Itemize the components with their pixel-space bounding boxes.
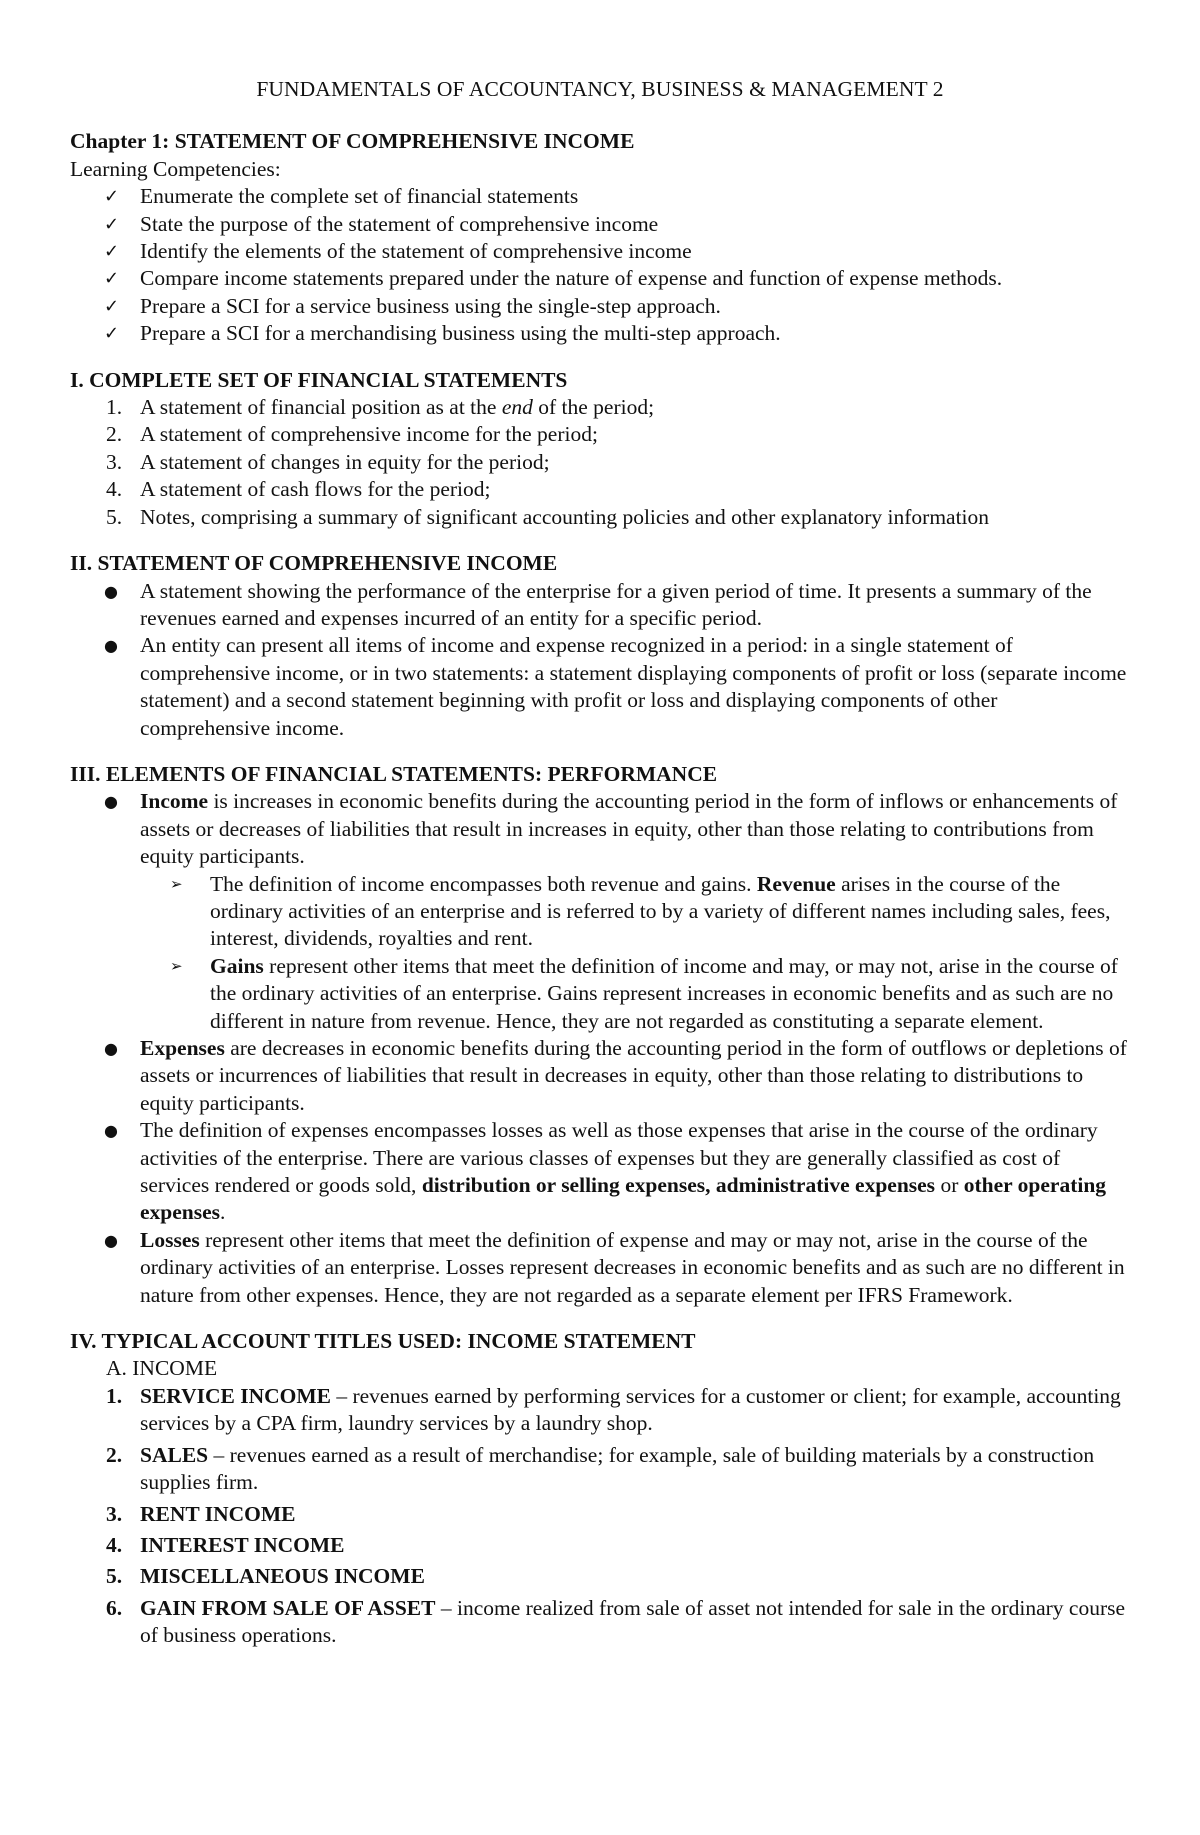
list-item: ● An entity can present all items of income and expense recognized in a period: in a single statement of comprehensive income, or in two statements: a statement displaying components of profit or loss (separate income statement) and a second statement beginning with profit or loss and displaying components of other comprehensive income. (104, 633, 1127, 740)
list-item: ✓ Enumerate the complete set of financial statements (70, 183, 1130, 210)
bullet-icon: ● (104, 792, 118, 812)
list-item: 1. A statement of financial position as at the end of the period; (70, 394, 1130, 421)
bullet-icon: ● (104, 1121, 118, 1141)
term-income: Income (140, 789, 209, 814)
term-losses: Losses (140, 1227, 200, 1252)
section-heading: II. STATEMENT OF COMPREHENSIVE INCOME (70, 551, 558, 576)
checkmark-icon: ✓ (104, 323, 120, 345)
list-item: 4. INTEREST INCOME (70, 1532, 1130, 1559)
sci-bullet-list (70, 578, 1130, 742)
document-title: FUNDAMENTALS OF ACCOUNTANCY, BUSINESS & MANAGEMENT 2 (256, 77, 944, 101)
elements-bullet-list (70, 788, 1130, 870)
bullet-icon: ● (104, 1039, 118, 1058)
list-item: ✓ Compare income statements prepared under the nature of expense and function of expense methods. (70, 265, 1130, 292)
section-heading: IV. TYPICAL ACCOUNT TITLES USED: INCOME STATEMENT (70, 1329, 696, 1354)
list-item: ✓ Identify the elements of the statement of comprehensive income (70, 238, 1130, 265)
list-item: 3. A statement of changes in equity for the period; (70, 449, 1130, 476)
item-number: 5. (106, 1564, 123, 1589)
chapter-block (70, 128, 1130, 347)
item-number: 4. (106, 1532, 123, 1557)
section-heading: I. COMPLETE SET OF FINANCIAL STATEMENTS (70, 367, 568, 392)
section-heading: III. ELEMENTS OF FINANCIAL STATEMENTS: PERFORMANCE (70, 761, 718, 786)
item-number: 2. (106, 1442, 123, 1467)
competencies-list (70, 183, 1130, 347)
bullet-icon: ● (104, 1230, 118, 1250)
checkmark-icon: ✓ (104, 241, 120, 263)
list-item: 5. MISCELLANEOUS INCOME (70, 1563, 1130, 1590)
list-item: ✓ State the purpose of the statement of comprehensive income (70, 211, 1130, 238)
list-item: 4. A statement of cash flows for the period; (70, 476, 1130, 503)
list-item: 3. RENT INCOME (70, 1501, 1130, 1528)
list-item: 2. A statement of comprehensive income for the period; (70, 421, 1130, 448)
term-expenses: Expenses (140, 1036, 225, 1060)
item-number: 4. (106, 477, 123, 502)
section-account-titles (70, 1328, 1130, 1649)
term-revenue: Revenue (756, 871, 836, 896)
account-titles-list (70, 1383, 1130, 1650)
checkmark-icon: ✓ (104, 186, 120, 208)
checkmark-icon: ✓ (104, 268, 120, 290)
list-item: 1. SERVICE INCOME – revenues earned by performing services for a customer or client; for example, accounting services by a CPA firm, laundry services by a laundry shop. (106, 1383, 1121, 1436)
item-number: 5. (106, 504, 123, 529)
section-financial-statements (70, 367, 1130, 531)
arrow-bullet-icon: ➢ (170, 956, 183, 975)
item-number: 2. (106, 422, 123, 447)
item-number: 1. (106, 395, 123, 420)
list-item: ● Income is increases in economic benefits during the accounting period in the form of inflows or enhancements of assets or decreases of liabilities that result in increases in equity, other than those relating to contributions from equity participants. (104, 789, 1118, 869)
income-sub-list (140, 871, 1130, 1035)
list-item: ➢ The definition of income encompasses both revenue and gains. Revenue arises in the course of the ordinary activities of an enterprise and is referred to by a variety of different names including sales, fees, interest, dividends, royalties and rent. (170, 871, 1111, 951)
subsection-heading: A. INCOME (106, 1356, 218, 1381)
list-item: 2. SALES – revenues earned as a result of merchandise; for example, sale of building materials by a construction supplies firm. (106, 1442, 1095, 1495)
item-number: 3. (106, 449, 123, 474)
list-item: 5. Notes, comprising a summary of significant accounting policies and other explanatory information (70, 504, 1130, 531)
list-item: ✓ Prepare a SCI for a merchandising business using the multi-step approach. (70, 320, 1130, 347)
list-item: ✓ Prepare a SCI for a service business using the single-step approach. (70, 293, 1130, 320)
elements-bullet-list-2 (70, 1035, 1130, 1309)
bullet-icon: ● (104, 581, 118, 601)
chapter-title: Chapter 1: STATEMENT OF COMPREHENSIVE INCOME (70, 129, 635, 154)
bullet-icon: ● (104, 636, 118, 656)
list-item: ● Expenses are decreases in economic benefits during the accounting period in the form of outflows or depletions of assets or incurrences of liabilities that result in decreases in equity, other than those relating to distributions to equity participants. (104, 1036, 1127, 1115)
list-item: 6. GAIN FROM SALE OF ASSET – income realized from sale of asset not intended for sale in the ordinary course of business operations. (106, 1595, 1126, 1648)
financial-statements-list (70, 394, 1130, 531)
competencies-label: Learning Competencies: (70, 156, 281, 181)
list-item: ● A statement showing the performance of the enterprise for a given period of time. It presents a summary of the revenues earned and expenses incurred of an entity for a specific period. (104, 578, 1092, 630)
item-number: 1. (106, 1383, 123, 1408)
list-item: ● The definition of expenses encompasses losses as well as those expenses that arise in the course of the ordinary activities of the enterprise. There are various classes of expenses but they are generally classified as cost of services rendered or goods sold, distribution or selling expenses, administrative expenses or other operating expenses. (104, 1118, 1107, 1225)
section-sci (70, 550, 1130, 742)
checkmark-icon: ✓ (104, 213, 120, 235)
item-number: 6. (106, 1595, 123, 1620)
list-item: ● Losses represent other items that meet the definition of expense and may or may not, arise in the course of the ordinary activities of an enterprise. Losses represent decreases in economic benefits and as such are no different in nature from other expenses. Hence, they are not regarded as a separate element per IFRS Framework. (104, 1227, 1125, 1307)
list-item: ➢ Gains represent other items that meet the definition of income and may, or may not, arise in the course of the ordinary activities of an enterprise. Gains represent increases in economic benefits and as such are no different in nature from revenue. Hence, they are not regarded as constituting a separate element. (170, 953, 1118, 1033)
checkmark-icon: ✓ (104, 295, 120, 317)
arrow-bullet-icon: ➢ (170, 874, 183, 893)
item-number: 3. (106, 1501, 123, 1526)
section-elements (70, 761, 1130, 1309)
term-gains: Gains (210, 953, 264, 978)
